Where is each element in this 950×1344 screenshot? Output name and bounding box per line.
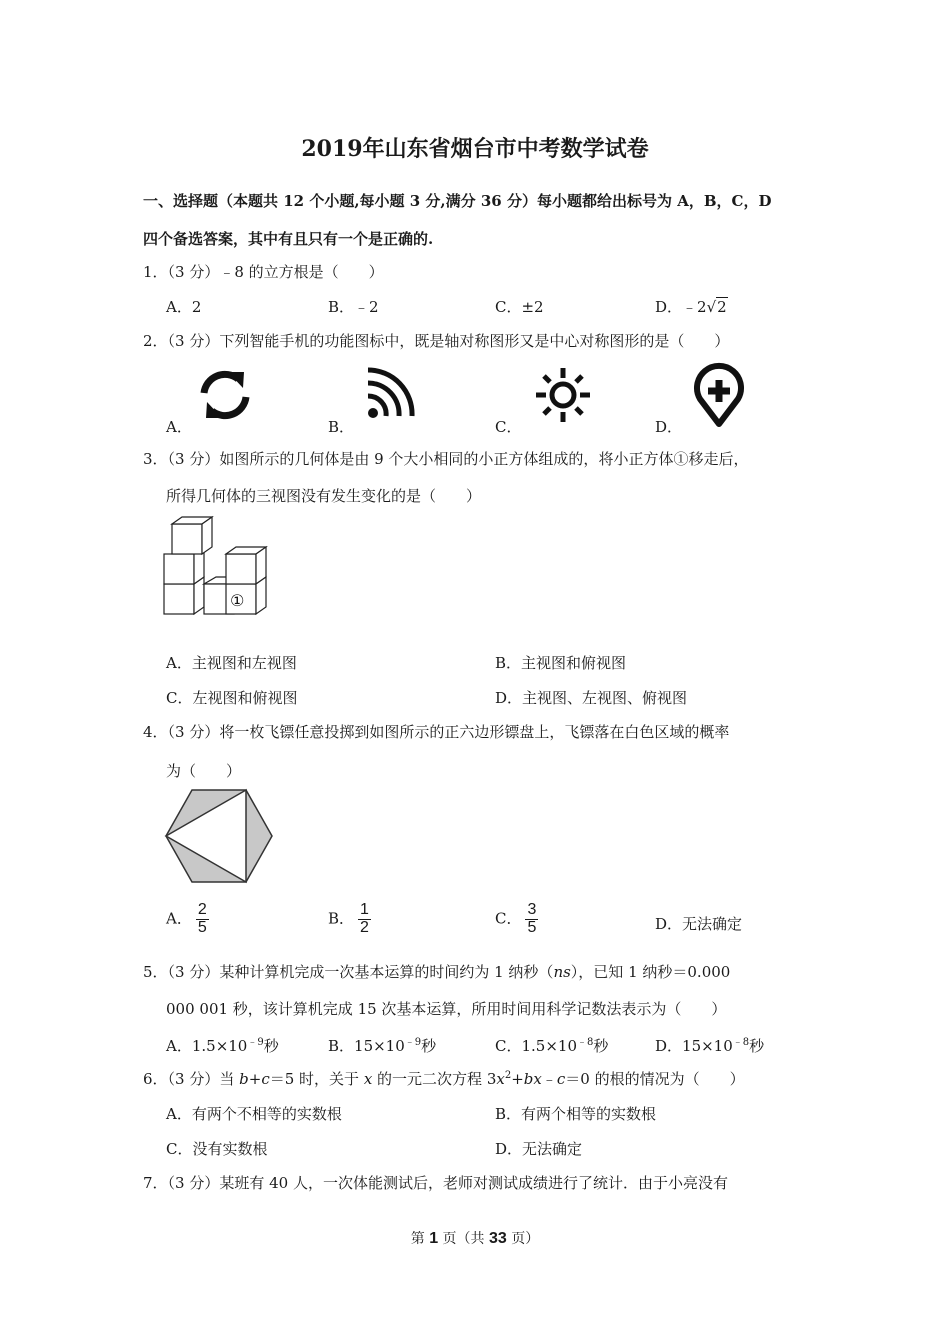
q4-option-c[interactable] <box>495 902 538 937</box>
q5-b-exp: ﹣9 <box>404 1037 422 1048</box>
q5-stem-var: ns <box>553 963 571 981</box>
fraction-b-numerator: 1 <box>360 901 369 918</box>
q5-option-c[interactable] <box>495 1033 608 1056</box>
q3-option-c[interactable]: C．左视图和俯视图 <box>166 689 298 707</box>
q1-option-b[interactable]: B．﹣2 <box>328 298 379 316</box>
q5-d-exp: ﹣8 <box>732 1037 750 1048</box>
q5-d-base: D．15×10 <box>655 1037 733 1055</box>
q6-option-b[interactable]: B．有两个相等的实数根 <box>495 1105 657 1123</box>
q6-var-c2: c <box>556 1070 566 1088</box>
q6-option-a[interactable]: A．有两个不相等的实数根 <box>166 1105 342 1123</box>
q2-stem: 2．（3 分）下列智能手机的功能图标中，既是轴对称图形又是中心对称图形的是（ ） <box>143 332 730 350</box>
q5-stem-part2: ），已知 1 纳秒＝0.000 <box>570 963 731 981</box>
q6-var-bx: bx <box>523 1070 542 1088</box>
q2-option-b[interactable]: B． <box>328 418 355 436</box>
add-location-icon <box>692 366 746 428</box>
q1-option-d-radicand: 2 <box>717 298 727 316</box>
q6-text-5: + <box>511 1070 524 1088</box>
footer-page-number: 1 <box>429 1230 439 1247</box>
q6-option-c[interactable]: C．没有实数根 <box>166 1140 268 1158</box>
fraction-c <box>525 902 538 937</box>
cube-stack-figure <box>160 512 272 618</box>
q7-stem: 7．（3 分）某班有 40 人，一次体能测试后，老师对测试成绩进行了统计．由于小亮没有 <box>143 1174 728 1192</box>
q3-option-a[interactable]: A．主视图和左视图 <box>166 654 297 672</box>
q4-option-a-label: A． <box>166 909 192 928</box>
q4-option-b[interactable] <box>328 902 371 937</box>
q1-option-d[interactable] <box>655 296 728 317</box>
q6-text-4: 的一元二次方程 3 <box>372 1070 497 1088</box>
brightness-icon <box>532 366 594 424</box>
page-title: 2019年山东省烟台市中考数学试卷 <box>301 136 649 162</box>
cube-1-label: ① <box>230 591 245 610</box>
wifi-icon <box>362 366 420 424</box>
fraction-c-numerator: 3 <box>527 901 537 918</box>
q5-b-unit: 秒 <box>421 1037 437 1055</box>
q5-a-exp: ﹣9 <box>247 1037 264 1048</box>
q5-option-a[interactable] <box>166 1033 279 1056</box>
q4-option-b-label: B． <box>328 909 355 928</box>
q2-option-d[interactable]: D． <box>655 418 683 436</box>
q6-exponent: 2 <box>504 1070 512 1081</box>
q1-stem: 1．（3 分）﹣8 的立方根是（ ） <box>143 263 384 281</box>
q1-option-d-prefix: D．﹣2 <box>655 298 707 316</box>
footer-prefix: 第 <box>410 1231 430 1247</box>
q2-option-a[interactable]: A． <box>166 418 192 436</box>
q1-option-c[interactable]: C．±2 <box>495 298 544 316</box>
q3-option-d[interactable]: D．主视图、左视图、俯视图 <box>495 689 688 707</box>
q5-option-d[interactable] <box>655 1033 764 1056</box>
q4-option-a[interactable] <box>166 902 209 937</box>
q5-c-exp: ﹣8 <box>577 1037 594 1048</box>
q6-stem <box>143 1068 745 1089</box>
q5-stem-line1 <box>143 961 730 982</box>
q3-stem-line2: 所得几何体的三视图没有发生变化的是（ ） <box>166 487 482 505</box>
section-heading-line2: 四个备选答案，其中有且只有一个是正确的. <box>143 230 434 248</box>
fraction-a <box>196 902 209 937</box>
q6-var-b: b <box>239 1070 249 1088</box>
q4-option-c-label: C． <box>495 909 522 928</box>
fraction-b <box>358 902 371 937</box>
fraction-c-denominator: 5 <box>527 918 537 936</box>
q4-stem-line1: 4．（3 分）将一枚飞镖任意投掷到如图所示的正六边形镖盘上，飞镖落在白色区域的概率 <box>143 723 730 741</box>
q3-option-b[interactable]: B．主视图和俯视图 <box>495 654 627 672</box>
q5-b-base: B．15×10 <box>328 1037 405 1055</box>
q6-text-2: + <box>248 1070 262 1088</box>
page-footer <box>0 1228 950 1248</box>
q6-text-7: ＝0 的根的情况为（ ） <box>565 1070 745 1088</box>
q4-option-d[interactable]: D．无法确定 <box>655 915 743 933</box>
q6-text-1: 6．（3 分）当 <box>143 1070 240 1088</box>
q3-stem-line1: 3．（3 分）如图所示的几何体是由 9 个大小相同的小正方体组成的，将小正方体①移走后， <box>143 450 749 468</box>
q5-a-base: A．1.5×10 <box>166 1037 248 1055</box>
fraction-b-denominator: 2 <box>360 918 369 936</box>
q4-stem-line2: 为（ ） <box>166 762 242 780</box>
q6-var-c: c <box>261 1070 270 1088</box>
footer-total-pages: 33 <box>489 1230 507 1247</box>
refresh-icon <box>194 366 256 424</box>
q6-text-3: ＝5 时，关于 <box>269 1070 364 1088</box>
section-heading-line1: 一、选择题（本题共 12 个小题,每小题 3 分,满分 36 分）每小题都给出标号为 A，B，C，D <box>143 192 772 210</box>
q6-var-x: x <box>363 1070 373 1088</box>
q1-option-a[interactable]: A．2 <box>166 298 202 316</box>
q5-c-unit: 秒 <box>593 1037 609 1055</box>
q6-text-6: ﹣ <box>541 1070 557 1088</box>
q5-a-unit: 秒 <box>263 1037 279 1055</box>
q6-var-x2: x <box>496 1070 505 1088</box>
fraction-a-numerator: 2 <box>197 901 207 918</box>
fraction-a-denominator: 5 <box>197 918 207 936</box>
q5-stem-line2: 000 001 秒，该计算机完成 15 次基本运算，所用时间用科学记数法表示为（ ） <box>166 1000 727 1018</box>
q5-option-b[interactable] <box>328 1033 436 1056</box>
footer-middle: 页（共 <box>438 1231 489 1247</box>
sqrt-sign: √ <box>706 298 717 316</box>
q5-d-unit: 秒 <box>749 1037 765 1055</box>
q6-option-d[interactable]: D．无法确定 <box>495 1140 583 1158</box>
q5-c-base: C．1.5×10 <box>495 1037 577 1055</box>
q5-stem-part1: 5．（3 分）某种计算机完成一次基本运算的时间约为 1 纳秒（ <box>143 963 554 981</box>
footer-suffix: 页） <box>506 1231 540 1247</box>
hexagon-dartboard-figure <box>164 788 274 884</box>
q2-option-c[interactable]: C． <box>495 418 522 436</box>
